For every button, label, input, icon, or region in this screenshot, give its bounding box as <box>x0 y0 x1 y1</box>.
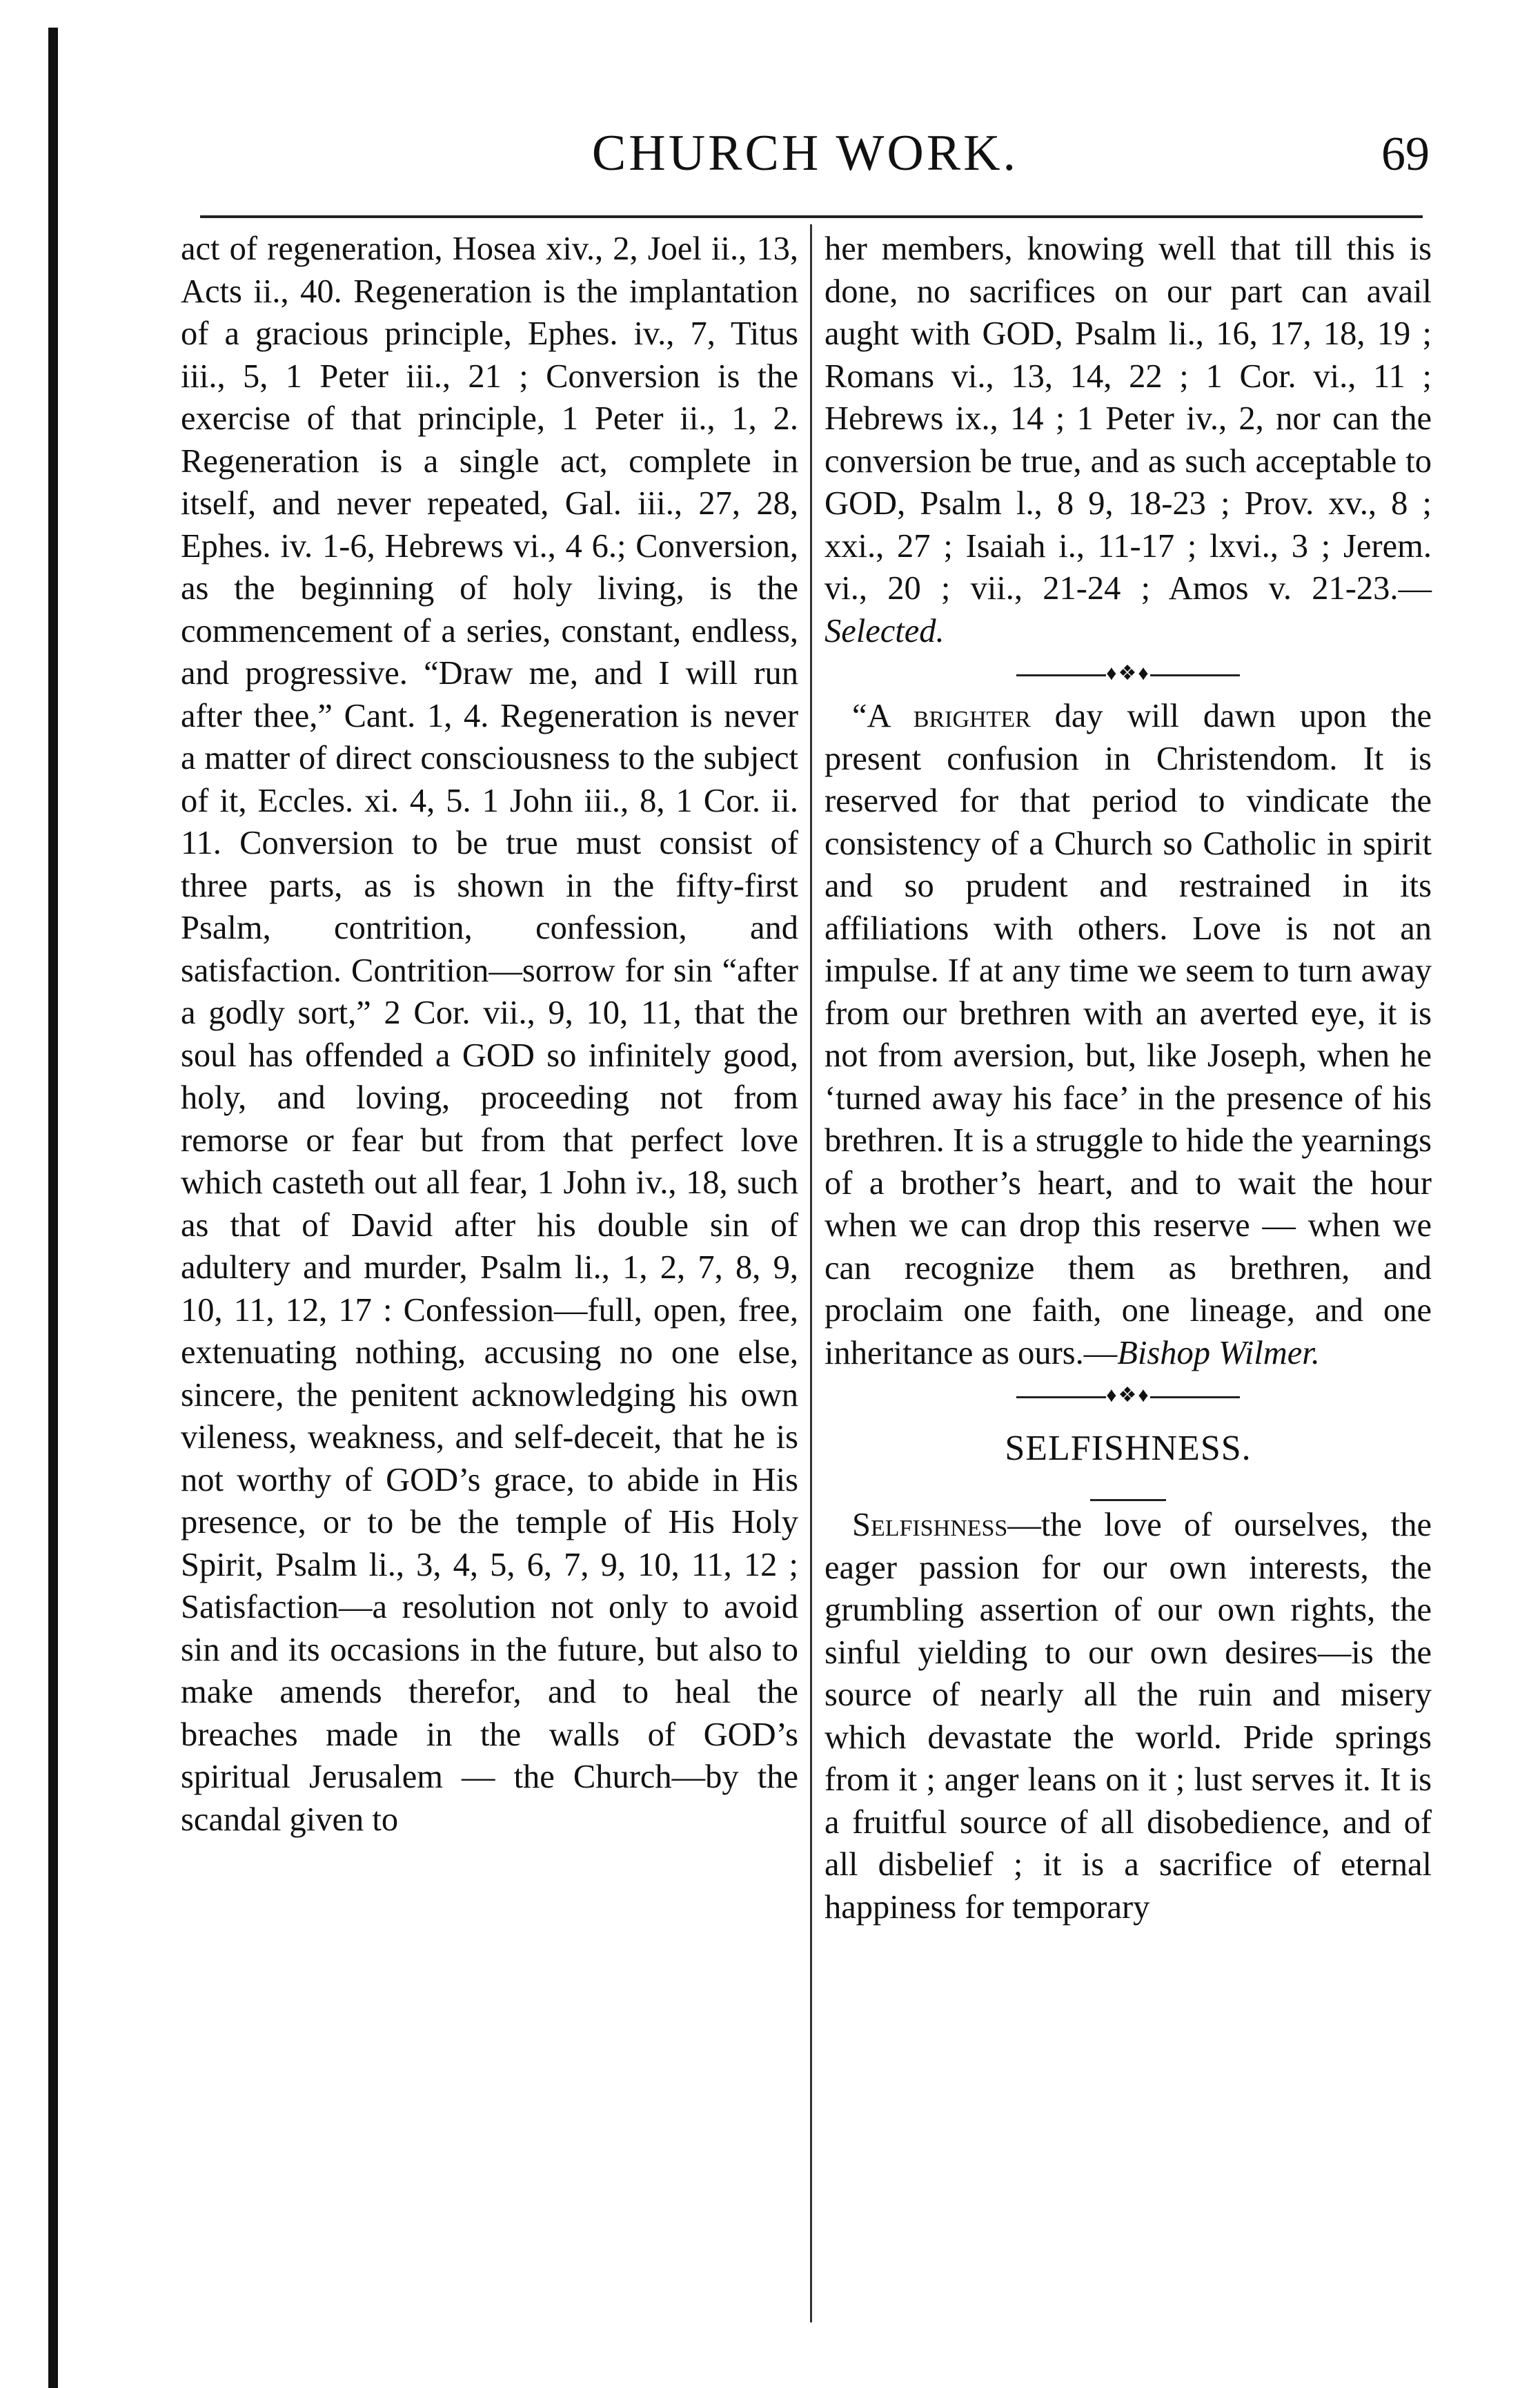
header-rule <box>200 215 1423 218</box>
section-heading: SELFISHNESS. <box>1005 1429 1252 1468</box>
page-edge-shadow <box>48 28 58 2388</box>
ornament-divider-2: ♦❖♦ <box>825 1374 1432 1417</box>
continuation-signature: Selected. <box>825 612 945 649</box>
short-rule <box>825 1476 1432 1504</box>
section-text: —the love of ourselves, the eager passion for our own interests, the grumbling assertion of our own rights, the sinful yielding to our own desires—is the source of nearly all the ruin and misery which devastate the world. Pride springs from it ; anger leans on it ; lust serves it. It is a fruitful source of all disobedience, and of all disbelief ; it is a sacrifice of eternal happiness for temporary <box>825 1507 1432 1926</box>
right-column <box>825 228 1432 1928</box>
page-header <box>181 117 1430 200</box>
section-lead: Selfishness <box>852 1507 1008 1543</box>
quote-text: day will dawn upon the present confusion in Christendom. It is reserved for that period to vindicate the consistency of a Church so Catholic in spirit and so prudent and restrained in its affiliations with others. Love is not an impulse. If at any time we seem to turn away from our brethren with an averted eye, it is not from aversion, but, like Joseph, when he ‘turned away his face’ in the presence of his brethren. It is a struggle to hide the yearnings of a brother’s heart, and to wait the hour when we can drop this reserve — when we can recognize them as brethren, and proclaim one faith, one lineage, and one inheritance as ours.— <box>825 698 1432 1371</box>
ornament-divider: ♦❖♦ <box>825 652 1432 695</box>
running-title: CHURCH WORK. <box>591 125 1019 182</box>
page-number: 69 <box>1381 128 1430 181</box>
continuation-paragraph <box>825 228 1432 652</box>
column-divider <box>810 224 812 2322</box>
quote-lead: “A brighter <box>852 698 1031 734</box>
left-column <box>181 228 798 1841</box>
continuation-text: her members, knowing well that till this is done, no sacrifices on our part can avail aught with GOD, Psalm li., 16, 17, 18, 19 ; Romans vi., 13, 14, 22 ; 1 Cor. vi., 11 ; Hebrews ix., 14 ; 1 Peter iv., 2, nor can the conversion be true, and as such acceptable to GOD, Psalm l., 8 9, 18-23 ; Prov. xv., 8 ; xxi., 27 ; Isaiah i., 11-17 ; lxvi., 3 ; Jerem. vi., 20 ; vii., 21-24 ; Amos v. 21-23.— <box>825 231 1432 607</box>
quote-signature: Bishop Wilmer. <box>1117 1334 1320 1371</box>
quote-paragraph <box>825 695 1432 1374</box>
section-paragraph <box>825 1504 1432 1928</box>
left-column-text: act of regeneration, Hosea xiv., 2, Joel ii., 13, Acts ii., 40. Regeneration is the implantation of a gracious principle, Ephes. iv., 7, Titus iii., 5, 1 Peter iii., 21 ; Conversion is the exercise of that principle, 1 Peter ii., 1, 2. Regeneration is a single act, complete in itself, and never repeated, Gal. iii., 27, 28, Ephes. iv. 1-6, Hebrews vi., 4 6.; Conversion, as the beginning of holy living, is the commencement of a series, constant, endless, and progressive. “Draw me, and I will run after thee,” Cant. 1, 4. Regeneration is never a matter of direct consciousness to the subject of it, Eccles. xi. 4, 5. 1 John iii., 8, 1 Cor. ii. 11. Conversion to be true must consist of three parts, as is shown in the fifty-first Psalm, contrition, confession, and satisfaction. Contrition—sorrow for sin “after a godly sort,” 2 Cor. vii., 9, 10, 11, that the soul has offended a GOD so infinitely good, holy, and loving, proceeding not from remorse or fear but from that perfect love which casteth out all fear, 1 John iv., 18, such as that of David after his double sin of adultery and murder, Psalm li., 1, 2, 7, 8, 9, 10, 11, 12, 17 : Confession—full, open, free, extenuating nothing, accusing no one else, sincere, the penitent acknowledging his own vileness, weakness, and self-deceit, that he is not worthy of GOD’s grace, to abide in His presence, or to be the temple of His Holy Spirit, Psalm li., 3, 4, 5, 6, 7, 9, 10, 11, 12 ; Satisfaction—a resolution not only to avoid sin and its occasions in the future, but also to make amends therefor, and to heal the breaches made in the walls of GOD’s spiritual Jerusalem — the Church—by the scandal given to <box>181 231 798 1838</box>
